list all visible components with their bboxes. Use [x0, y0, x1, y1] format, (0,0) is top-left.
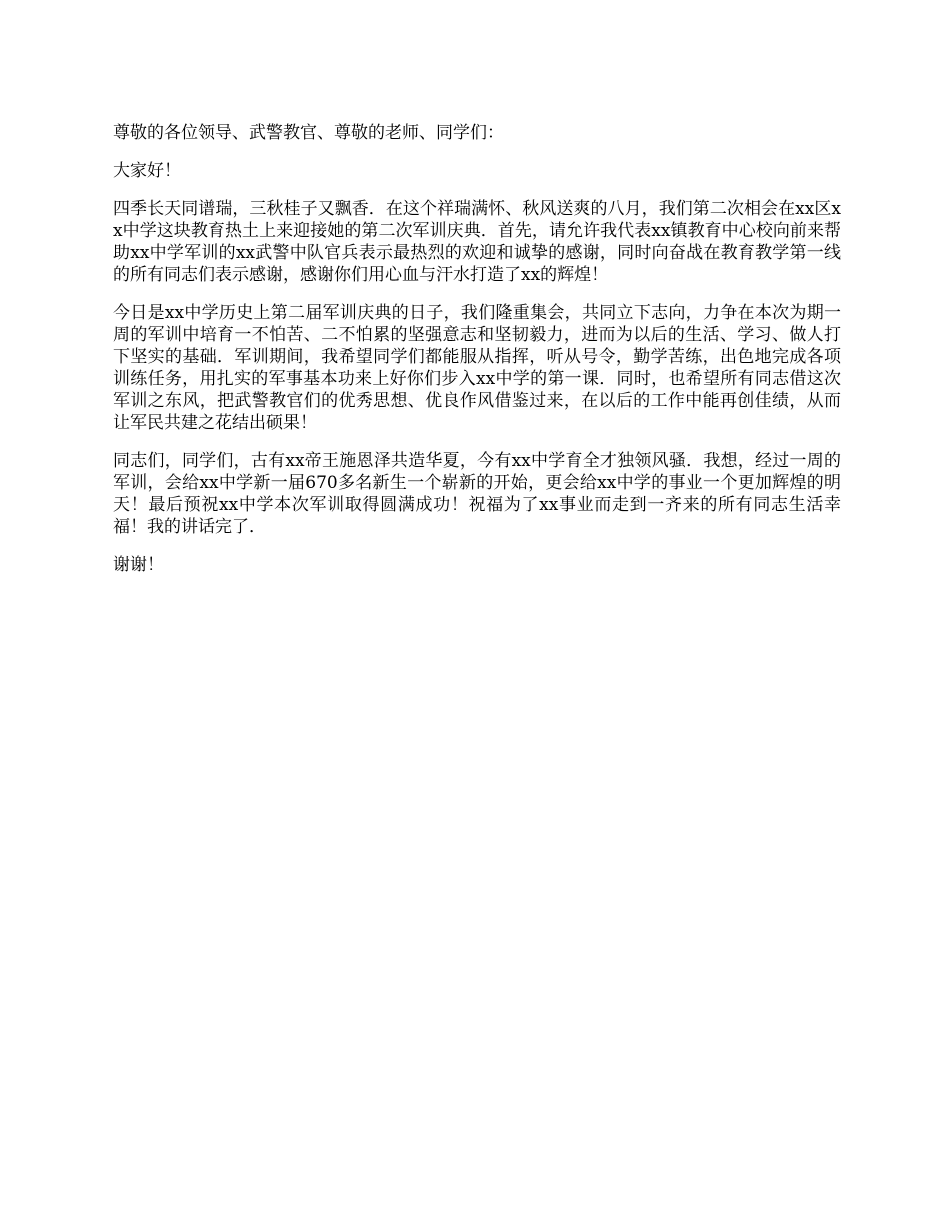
salutation: 尊敬的各位领导、武警教官、尊敬的老师、同学们： — [113, 123, 504, 143]
speech-body — [113, 122, 841, 592]
paragraph-opening: 四季长天同谱瑞，三秋桂子又飘香．在这个祥瑞满怀、秋风送爽的八月，我们第二次相会在xx区xx中学这块教育热土上来迎接她的第二次军训庆典．首先，请允许我代表xx镇教育中心校向前来帮助xx中学军训的xx武警中队官兵表示最热烈的欢迎和诚挚的感谢，同时向奋战在教育教学第一线的所有同志们表示感谢，感谢你们用心血与汗水打造了xx的辉煌！ — [113, 199, 841, 285]
greeting: 大家好！ — [113, 161, 181, 181]
closing: 谢谢！ — [113, 555, 164, 575]
paragraph-training: 今日是xx中学历史上第二届军训庆典的日子，我们隆重集会，共同立下志向，力争在本次为期一周的军训中培育一不怕苦、二不怕累的坚强意志和坚韧毅力，进而为以后的生活、学习、做人打下坚实的基础．军训期间，我希望同学们都能服从指挥，听从号令，勤学苦练，出色地完成各项训练任务，用扎实的军事基本功来上好你们步入xx中学的第一课．同时，也希望所有同志借这次军训之东风，把武警教官们的优秀思想、优良作风借鉴过来，在以后的工作中能再创佳绩，从而让军民共建之花结出硕果！ — [113, 303, 841, 433]
paragraph-wishes: 同志们，同学们，古有xx帝王施恩泽共造华夏，今有xx中学育全才独领风骚．我想，经过一周的军训，会给xx中学新一届670多名新生一个崭新的开始，更会给xx中学的事业一个更加辉煌的明天！最后预祝xx中学本次军训取得圆满成功！祝福为了xx事业而走到一齐来的所有同志生活幸福！我的讲话完了． — [113, 451, 841, 537]
